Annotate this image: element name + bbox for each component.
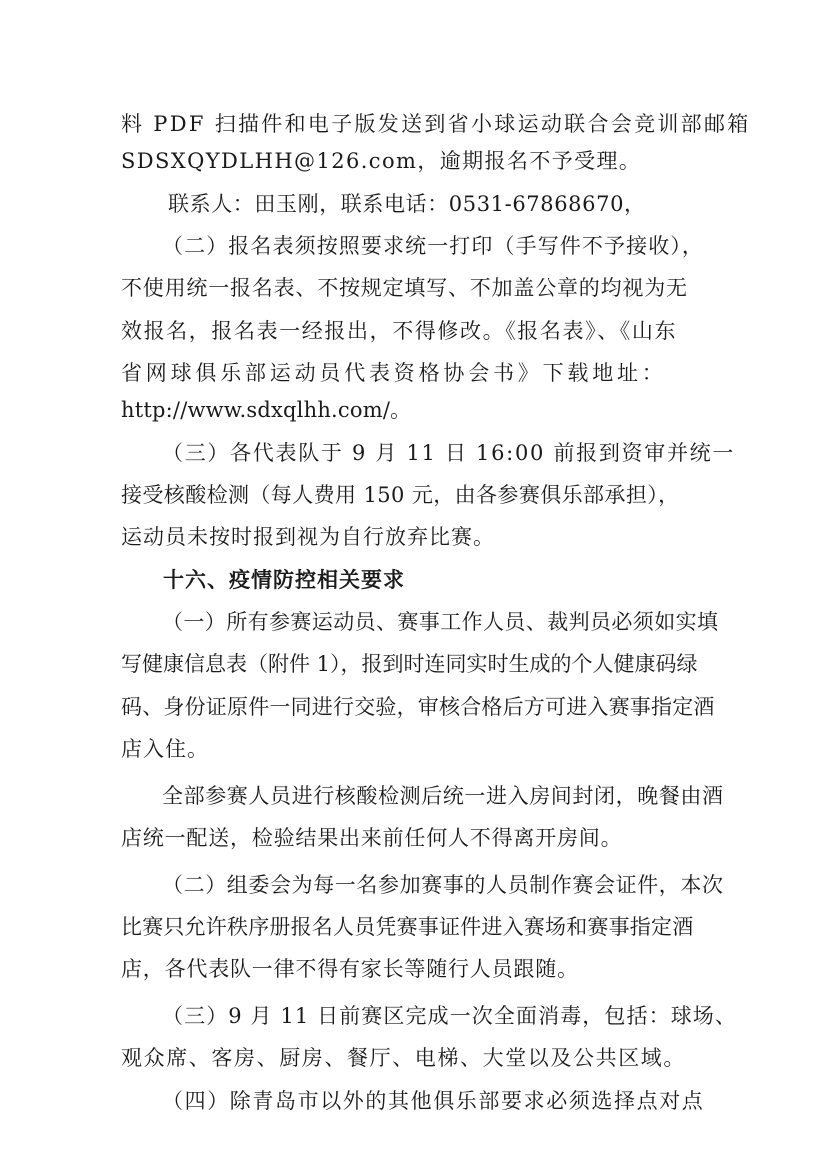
body-text-line: 料 PDF 扫描件和电子版发送到省小球运动联合会竞训部邮箱 — [121, 112, 751, 136]
body-text-line: （三）各代表队于 9 月 11 日 16:00 前报到资审并统一 — [162, 441, 736, 465]
body-text-line: 省网球俱乐部运动员代表资格协会书》下载地址： — [121, 361, 667, 385]
body-text-line: 观众席、客房、厨房、餐厅、电梯、大堂以及公共区域。 — [121, 1046, 686, 1070]
body-text-line: 接受核酸检测（每人费用 150 元，由各参赛俱乐部承担）， — [121, 483, 680, 507]
body-text-line: 比赛只允许秩序册报名人员凭赛事证件进入赛场和赛事指定酒 — [121, 915, 694, 939]
body-text-line: 全部参赛人员进行核酸检测后统一进入房间封闭，晚餐由酒 — [162, 784, 724, 808]
body-text-line: 店入住。 — [121, 737, 209, 761]
download-url: http://www.sdxqlhh.com/。 — [121, 398, 412, 422]
body-text-line: （三）9 月 11 日前赛区完成一次全面消毒，包括：球场、 — [162, 1004, 738, 1028]
body-text-line: 店统一配送，检验结果出来前任何人不得离开房间。 — [121, 826, 623, 850]
body-text-line: 效报名，报名表一经报出，不得修改。《报名表》、《山东 — [121, 319, 678, 343]
body-text-line: 写健康信息表（附件 1），报到时连同实时生成的个人健康码绿 — [121, 652, 698, 676]
contact-line: 联系人：田玉刚，联系电话：0531-67868670， — [168, 192, 646, 216]
body-text-line: （一）所有参赛运动员、赛事工作人员、裁判员必须如实填 — [162, 610, 719, 634]
body-text-line: 不使用统一报名表、不按规定填写、不加盖公章的均视为无 — [121, 276, 688, 300]
body-text-line: 店，各代表队一律不得有家长等随行人员跟随。 — [121, 957, 579, 981]
body-text-line: SDSXQYDLHH@126.com，逾期报名不予受理。 — [121, 149, 642, 173]
body-text-line: （四）除青岛市以外的其他俱乐部要求必须选择点对点 — [162, 1089, 705, 1113]
body-text-line: 运动员未按时报到视为自行放弃比赛。 — [121, 525, 495, 549]
body-text-line: 码、身份证原件一同进行交验，审核合格后方可进入赛事指定酒 — [121, 695, 715, 719]
body-text-line: （二）报名表须按照要求统一打印（手写件不予接收）， — [162, 234, 704, 258]
section-heading: 十六、疫情防控相关要求 — [163, 568, 405, 592]
body-text-line: （二）组委会为每一名参加赛事的人员制作赛会证件，本次 — [162, 873, 724, 897]
